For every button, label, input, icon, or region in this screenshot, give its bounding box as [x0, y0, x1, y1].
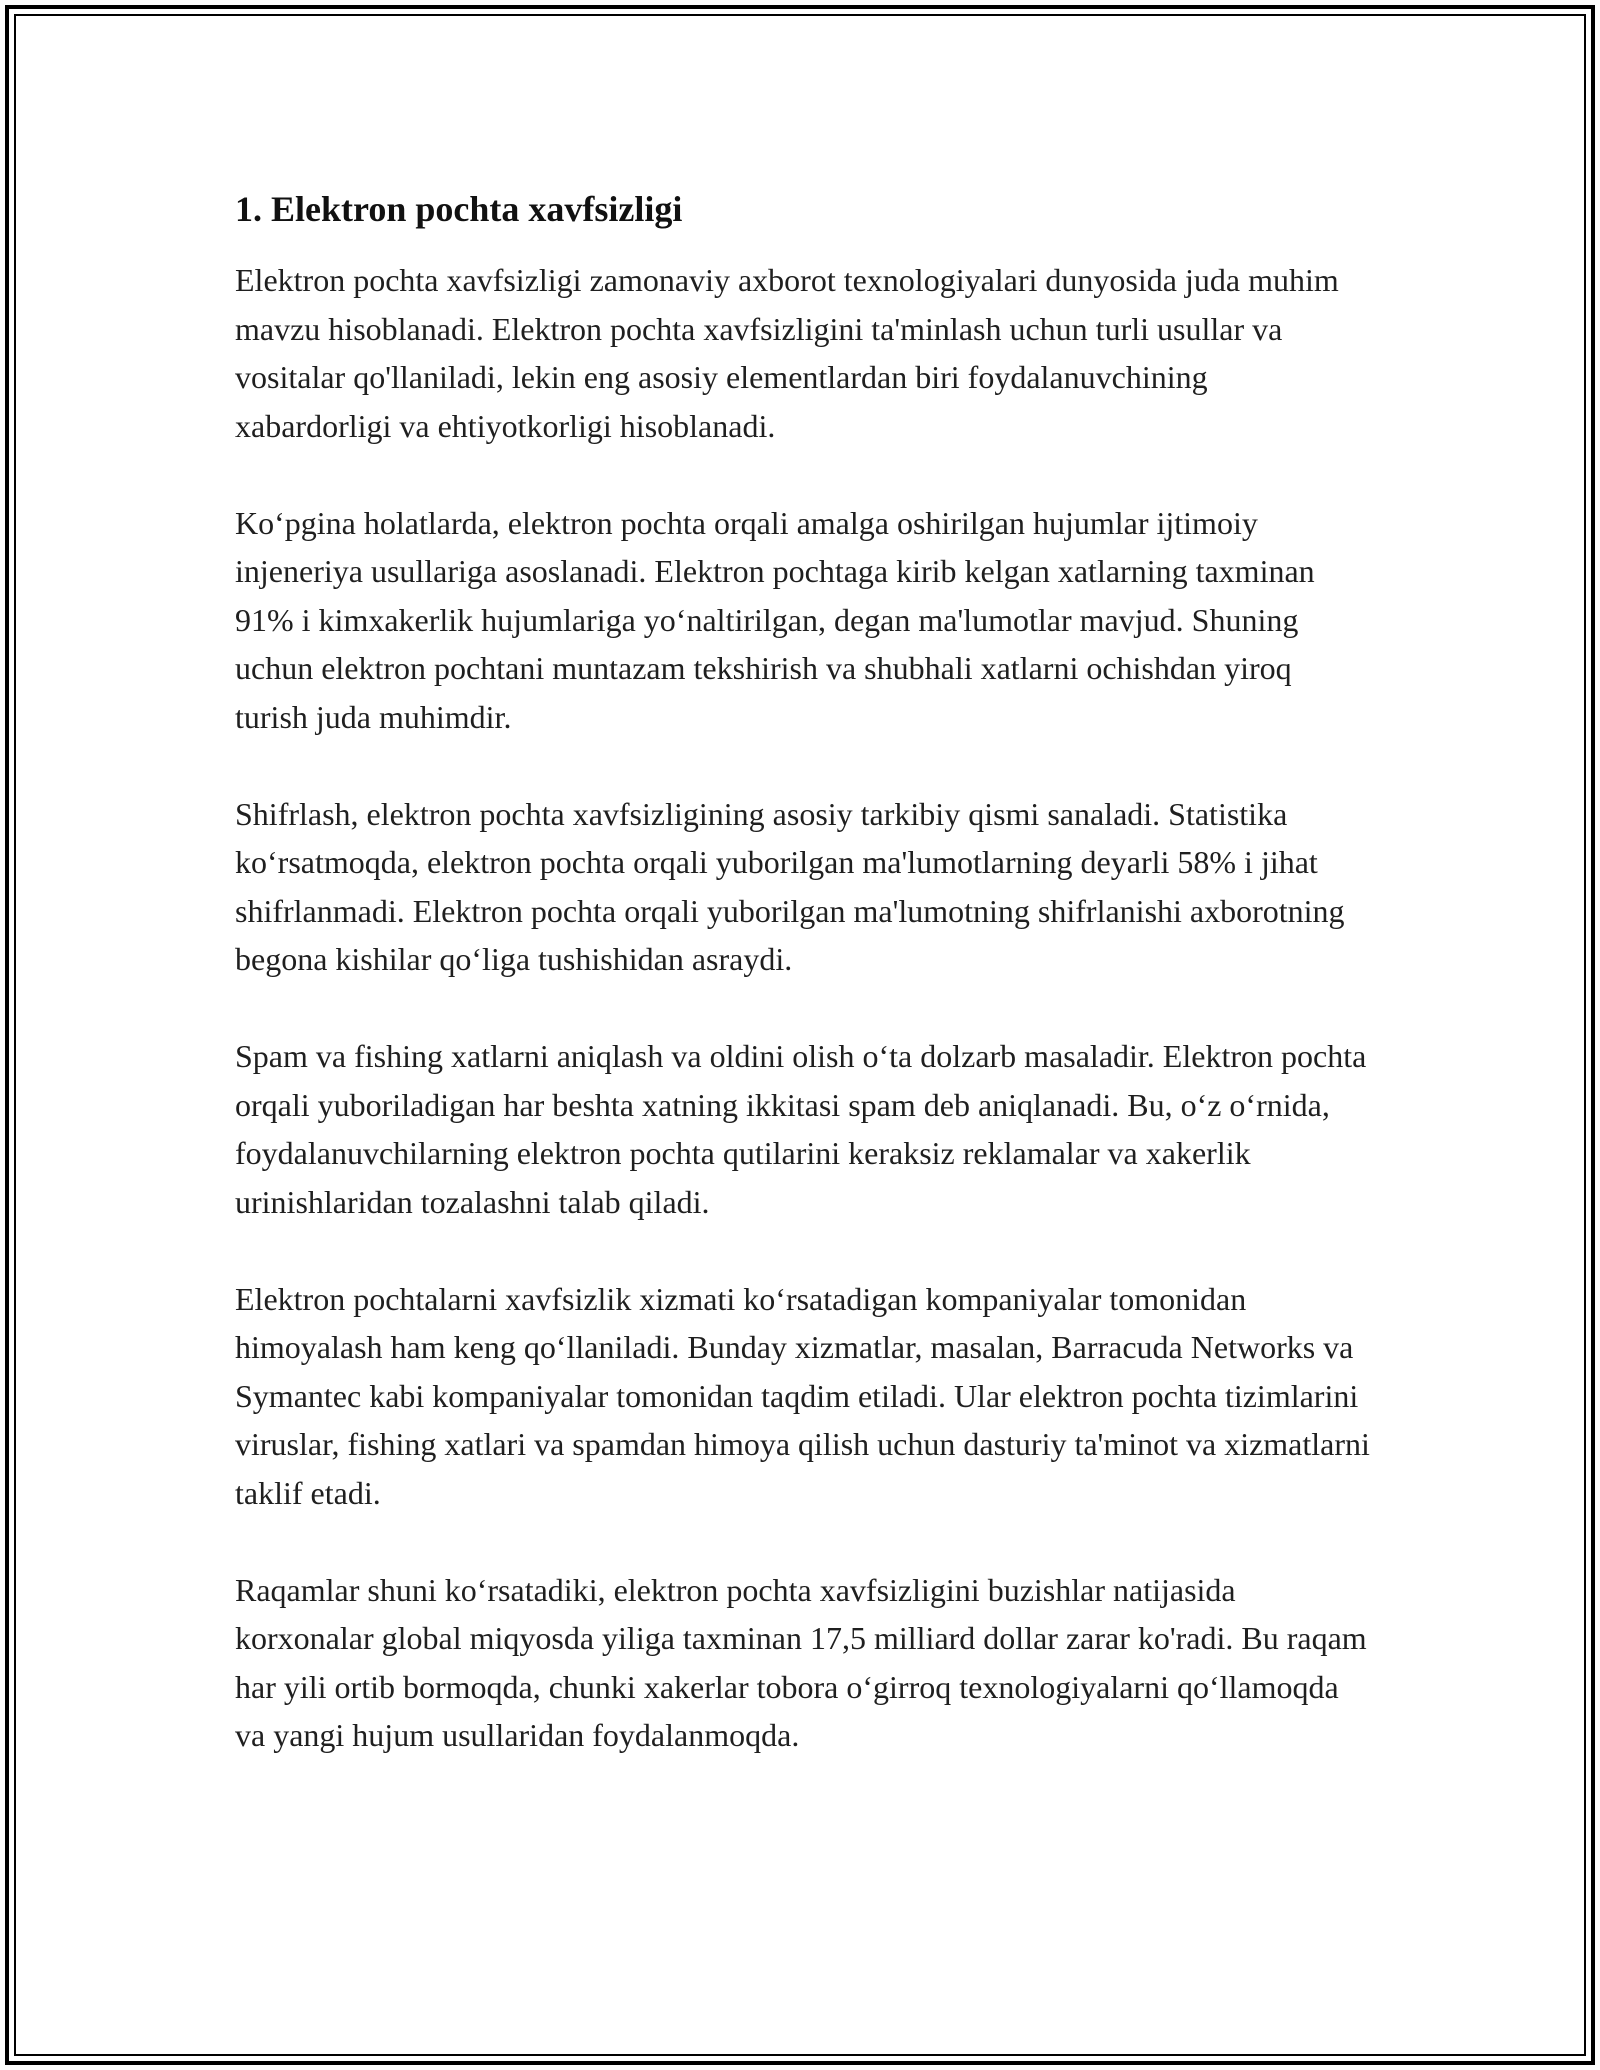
document-body [235, 186, 1370, 1760]
paragraph-losses: Raqamlar shuni koʻrsatadiki, elektron pochta xavfsizligini buzishlar natijasida korxonalar global miqyosda yiliga taxminan 17,5 milliard dollar zarar ko'radi. Bu raqam har yili ortib bormoqda, chunki xakerlar tobora oʻgirroq texnologiyalarni qoʻllamoqda va yangi hujum usullaridan foydalanmoqda. [235, 1571, 1367, 1753]
paragraph-social-engineering: Koʻpgina holatlarda, elektron pochta orqali amalga oshirilgan hujumlar ijtimoiy injeneriya usullariga asoslanadi. Elektron pochtaga kirib kelgan xatlarning taxminan 91% i kimxakerlik hujumlariga yoʻnaltirilgan, degan ma'lumotlar mavjud. Shuning uchun elektron pochtani muntazam tekshirish va shubhali xatlarni ochishdan yiroq turish juda muhimdir. [235, 504, 1315, 735]
section-heading: 1. Elektron pochta xavfsizligi [235, 189, 683, 229]
paragraph-spam-phishing: Spam va fishing xatlarni aniqlash va oldini olish oʻta dolzarb masaladir. Elektron pochta orqali yuboriladigan har beshta xatning ikkitasi spam deb aniqlanadi. Bu, oʻz oʻrnida, foydalanuvchilarning elektron pochta qutilarini keraksiz reklamalar va xakerlik urinishlaridan tozalashni talab qiladi. [235, 1038, 1367, 1220]
paragraph-encryption: Shifrlash, elektron pochta xavfsizligining asosiy tarkibiy qismi sanaladi. Statistika koʻrsatmoqda, elektron pochta orqali yuborilgan ma'lumotlarning deyarli 58% i jihat shifrlanmadi. Elektron pochta orqali yuborilgan ma'lumotning shifrlanishi axborotning begona kishilar qoʻliga tushishidan asraydi. [235, 795, 1345, 977]
paragraph-security-services: Elektron pochtalarni xavfsizlik xizmati koʻrsatadigan kompaniyalar tomonidan himoyalash ham keng qoʻllaniladi. Bunday xizmatlar, masalan, Barracuda Networks va Symantec kabi kompaniyalar tomonidan taqdim etiladi. Ular elektron pochta tizimlarini viruslar, fishing xatlari va spamdan himoya qilish uchun dasturiy ta'minot va xizmatlarni taklif etadi. [235, 1280, 1370, 1511]
paragraph-intro: Elektron pochta xavfsizligi zamonaviy axborot texnologiyalari dunyosida juda muhim mavzu hisoblanadi. Elektron pochta xavfsizligini ta'minlash uchun turli usullar va vositalar qo'llaniladi, lekin eng asosiy elementlardan biri foydalanuvchining xabardorligi va ehtiyotkorligi hisoblanadi. [235, 262, 1339, 444]
